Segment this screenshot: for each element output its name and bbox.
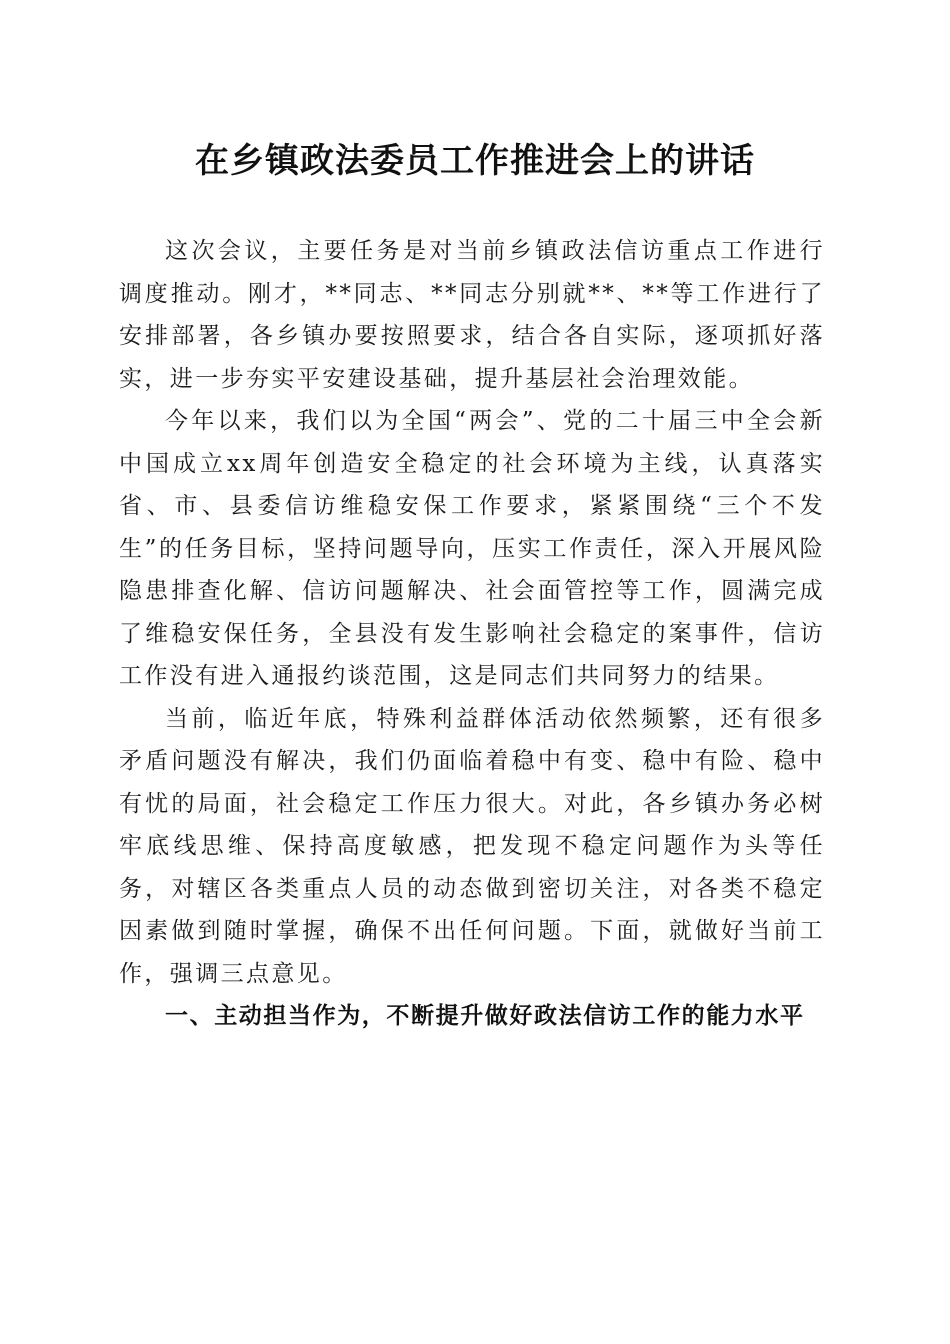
page-title: 在乡镇政法委员工作推进会上的讲话 (195, 141, 755, 181)
document-body (119, 230, 825, 1038)
paragraph-1: 这次会议，主要任务是对当前乡镇政法信访重点工作进行调度推动。刚才，**同志、**同志分别就**、**等工作进行了安排部署，各乡镇办要按照要求，结合各自实际，逐项抓好落实，进一步夯实平安建设基础，提升基层社会治理效能。 (119, 238, 825, 392)
paragraph-3: 当前，临近年底，特殊利益群体活动依然频繁，还有很多矛盾问题没有解决，我们仍面临着稳中有变、稳中有险、稳中有忧的局面，社会稳定工作压力很大。对此，各乡镇办务必树牢底线思维、保持高度敏感，把发现不稳定问题作为头等任务，对辖区各类重点人员的动态做到密切关注，对各类不稳定因素做到随时掌握，确保不出任何问题。下面，就做好当前工作，强调三点意见。 (119, 705, 825, 987)
paragraph-2: 今年以来，我们以为全国“两会”、党的二十届三中全会新中国成立xx周年创造安全稳定的社会环境为主线，认真落实省、市、县委信访维稳安保工作要求，紧紧围绕“三个不发生”的任务目标，坚持问题导向，压实工作责任，深入开展风险隐患排查化解、信访问题解决、社会面管控等工作，圆满完成了维稳安保任务，全县没有发生影响社会稳定的案事件，信访工作没有进入通报约谈范围，这是同志们共同努力的结果。 (119, 408, 825, 689)
section-heading: 一、主动担当作为，不断提升做好政法信访工作的能力水平 (165, 1003, 805, 1029)
